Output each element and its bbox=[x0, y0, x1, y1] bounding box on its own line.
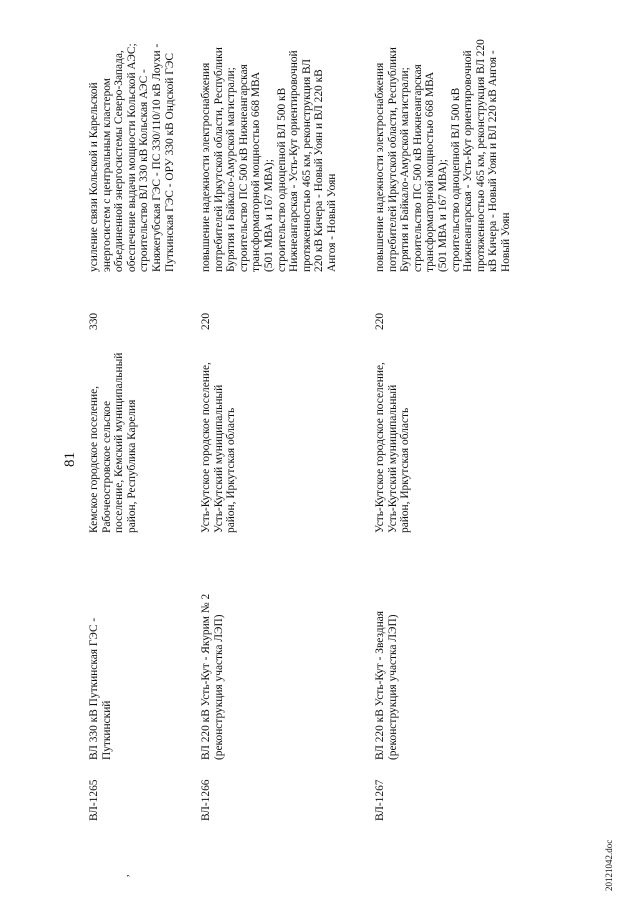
line-name: ВЛ 220 кВ Усть-Кут - Звездная (реконструкция участка ЛЭП) bbox=[374, 611, 399, 760]
voltage: 220 bbox=[374, 312, 386, 330]
footer-file-name: 20121042.doc bbox=[604, 839, 614, 891]
voltage: 330 bbox=[88, 312, 100, 330]
location: Усть-Кутское городское поселение, Усть-Кутский муниципальный район, Иркутская область bbox=[374, 362, 412, 533]
purpose: усиление связи Кольской и Карельской энергосистем с центральным кластером объединенной энергосистемы Северо-Запада, обеспечение выдачи мощности Кольской АЭС; строительство ВЛ 330 кВ Кольская АЭС - Княжегубская ГЭС - ПС 330/110/10 кВ Лоухи - Путкинская ГЭС - ОРУ 330 кВ Ондской ГЭС bbox=[88, 43, 176, 272]
object-id: ВЛ-1266 bbox=[200, 779, 212, 821]
location: Кемское городское поселение, Рабочеостровское сельское поселение, Кемский муниципальный район, Республика Карелия bbox=[88, 352, 138, 533]
purpose: повышение надежности электроснабжения потребителей Иркутской области, Республики Бурятия и Байкало-Амурской магистрали; строительство ПС 500 кВ Нижнеангарская трансформаторной мощностью 668 МВА (501 МВА и 167 МВА); строительство одноцепной ВЛ 500 кВ Нижнеангарская - Усть-Кут ориентировочной протяженностью 465 км, реконструкция ВЛ 220 кВ Кичера - Новый Уоян и ВЛ 220 кВ Ангоя - Новый Уоян bbox=[374, 39, 512, 272]
purpose: повышение надежности электроснабжения потребителей Иркутской области, Республики Бурятия и Байкало-Амурской магистрали; строительство ПС 500 кВ Нижнеангарская трансформаторной мощностью 668 МВА (501 МВА и 167 МВА); строительство одноцепной ВЛ 500 кВ Нижнеангарская - Усть-Кут ориентировочной протяженностью 465 км, реконструкция ВЛ 220 кВ Кичера - Новый Уоян и ВЛ 220 кВ Ангоя - Новый Уоян bbox=[200, 47, 338, 272]
voltage: 220 bbox=[200, 312, 212, 330]
object-id: ВЛ-1267 bbox=[374, 779, 386, 821]
line-name: ВЛ 330 кВ Путкинская ГЭС - Путкинский bbox=[88, 617, 113, 760]
location: Усть-Кутское городское поселение, Усть-Кутский муниципальный район, Иркутская область bbox=[200, 362, 238, 533]
stray-mark: , bbox=[120, 874, 131, 877]
page-number: 81 bbox=[62, 452, 78, 467]
object-id: ВЛ-1265 bbox=[88, 779, 100, 821]
line-name: ВЛ 220 кВ Усть-Кут - Якурим № 2 (реконструкция участка ЛЭП) bbox=[200, 593, 225, 760]
